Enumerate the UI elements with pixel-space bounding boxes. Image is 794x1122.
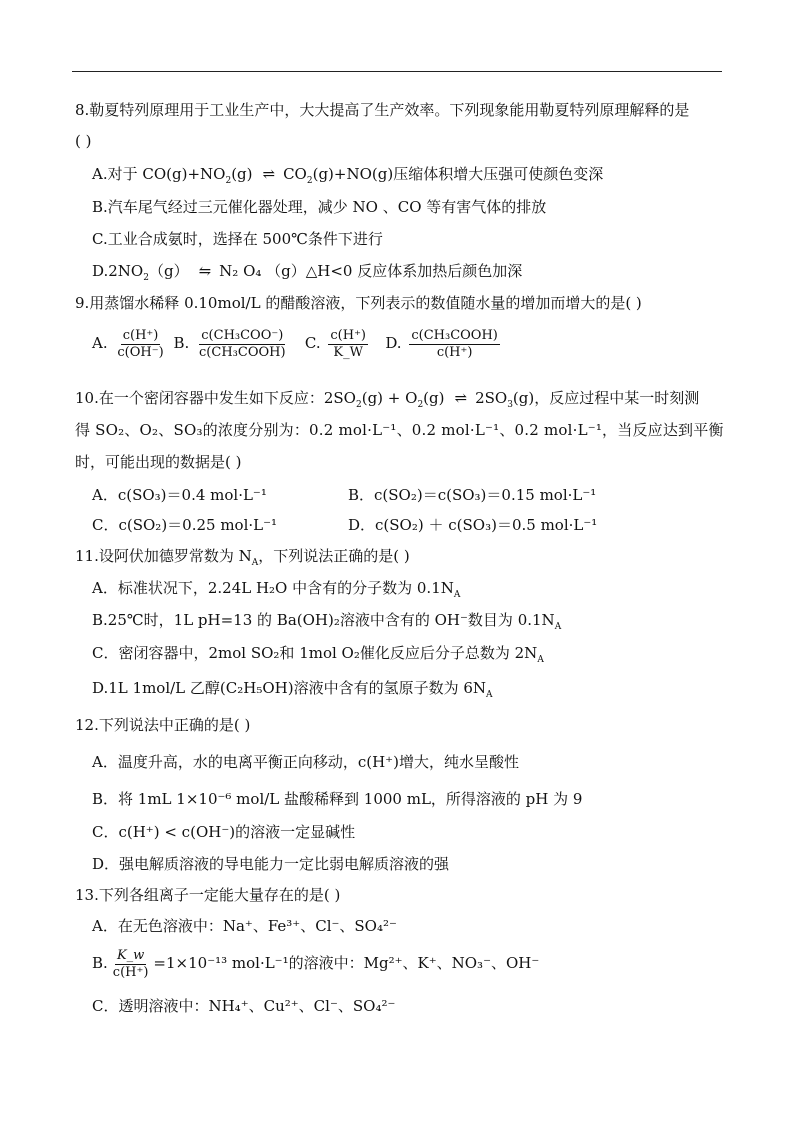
q11-option-d: D.1L 1mol/L 乙醇(C₂H₅OH)溶液中含有的氢原子数为 $6N_A$ [92, 679, 493, 700]
q10-option-c: C．c(SO₂)＝0.25 mol·L⁻¹ [92, 516, 278, 534]
q8-option-d: $D.2NO_2(g)$ ⇋ N₂ O₄ （g）△H<0 反应体系加热后颜色加深 [92, 262, 523, 283]
q13-option-b-fraction: $\frac{K\_w}{c(H^+)}$ [112, 947, 149, 980]
q9-stem: 9.用蒸馏水稀释 0.10mol/L 的醋酸溶液，下列表示的数值随水量的增加而增大的是( ) [75, 294, 642, 312]
q9-option-d-fraction: $\frac{\text{c(CH₃COOH)}}{c(H^+)}$ [411, 327, 498, 360]
q10-stem-line1: 10.在一个密闭容器中发生如下反应：$2SO_2(g) + O_2(g)$ ⇌ $2SO_3(g)$，反应过程中某一时刻测 [75, 389, 700, 410]
q11-option-b: B.25℃时，1L pH=13 的 Ba(OH)₂溶液中含有的 OH⁻数目为 $0.1N_A$ [92, 611, 562, 632]
q10-option-d: D．c(SO₂) ＋ c(SO₃)＝0.5 mol·L⁻¹ [348, 516, 598, 534]
q13-option-c: C．透明溶液中：NH₄⁺、Cu²⁺、Cl⁻、SO₄²⁻ [92, 997, 396, 1015]
equilibrium-arrow-icon: ⇌ [262, 165, 274, 183]
q9-option-b-fraction: $\frac{\text{c(CH₃COO⁻)}}{\text{c(CH₃COOH)}}$ [199, 327, 286, 360]
q13-option-b: B. $\frac{K\_w}{c(H^+)}$ =1×10⁻¹³ mol·L⁻¹的溶液中：Mg²⁺、K⁺、NO₃⁻、OH⁻ [92, 947, 540, 980]
q8-answer-paren: ( ) [75, 132, 92, 150]
q12-option-a: A．温度升高，水的电离平衡正向移动，c(H⁺)增大，纯水呈酸性 [92, 753, 519, 771]
q8-stem: 8.勒夏特列原理用于工业生产中，大大提高了生产效率。下列现象能用勒夏特列原理解释的是 [75, 101, 690, 119]
q10-option-b: B．c(SO₂)＝c(SO₃)＝0.15 mol·L⁻¹ [348, 486, 597, 504]
equilibrium-arrow-icon: ⇌ [454, 389, 466, 407]
q8-option-a: A.对于 $CO(g)+NO_2(g)$ ⇌ $CO_2(g)+NO(g)$压缩体积增大压强可使颜色变深 [92, 165, 604, 186]
q12-option-d: D．强电解质溶液的导电能力一定比弱电解质溶液的强 [92, 855, 450, 873]
q9-options: A. $\frac{c(H^+)}{c(OH^-)}$ B. $\frac{\text{c(CH₃COO⁻)}}{\text{c(CH₃COOH)}}$ C. $\frac{c(H^+)}{K\_W}$ D. $\frac{\text{c(CH₃COOH)}}{c(H^+)}$ [92, 327, 498, 360]
q10-option-a: A．c(SO₃)＝0.4 mol·L⁻¹ [92, 486, 267, 504]
q9-option-c-fraction: $\frac{c(H^+)}{K\_W}$ [330, 327, 366, 360]
q11-stem: 11.设阿伏加德罗常数为 $N_A$，下列说法正确的是( ) [75, 547, 410, 568]
q12-option-b: B．将 1mL 1×10⁻⁶ mol/L 盐酸稀释到 1000 mL，所得溶液的 pH 为 9 [92, 790, 583, 808]
q11-option-c: C．密闭容器中，2mol SO₂和 1mol O₂催化反应后分子总数为 $2N_A$ [92, 644, 544, 665]
q8-option-c: C.工业合成氨时，选择在 500℃条件下进行 [92, 230, 383, 248]
equilibrium-arrow-icon: ⇋ [198, 262, 210, 280]
q13-option-a: A．在无色溶液中：Na⁺、Fe³⁺、Cl⁻、SO₄²⁻ [92, 917, 397, 935]
q12-stem: 12.下列说法中正确的是( ) [75, 716, 251, 734]
q12-option-c: C．c(H⁺) < c(OH⁻)的溶液一定显碱性 [92, 823, 356, 841]
q8-option-b: B.汽车尾气经过三元催化器处理，减少 NO 、CO 等有害气体的排放 [92, 198, 547, 216]
q11-option-a: A．标准状况下，2.24L H₂O 中含有的分子数为 $0.1N_A$ [92, 579, 461, 600]
q10-stem-line2: 得 SO₂、O₂、SO₃的浓度分别为：0.2 mol·L⁻¹、0.2 mol·L⁻¹、0.2 mol·L⁻¹，当反应达到平衡 [75, 421, 724, 439]
q9-option-a-fraction: $\frac{c(H^+)}{c(OH^-)}$ [117, 327, 164, 360]
q13-stem: 13.下列各组离子一定能大量存在的是( ) [75, 886, 341, 904]
q10-stem-line3: 时，可能出现的数据是( ) [75, 453, 242, 471]
header-rule [72, 71, 722, 72]
